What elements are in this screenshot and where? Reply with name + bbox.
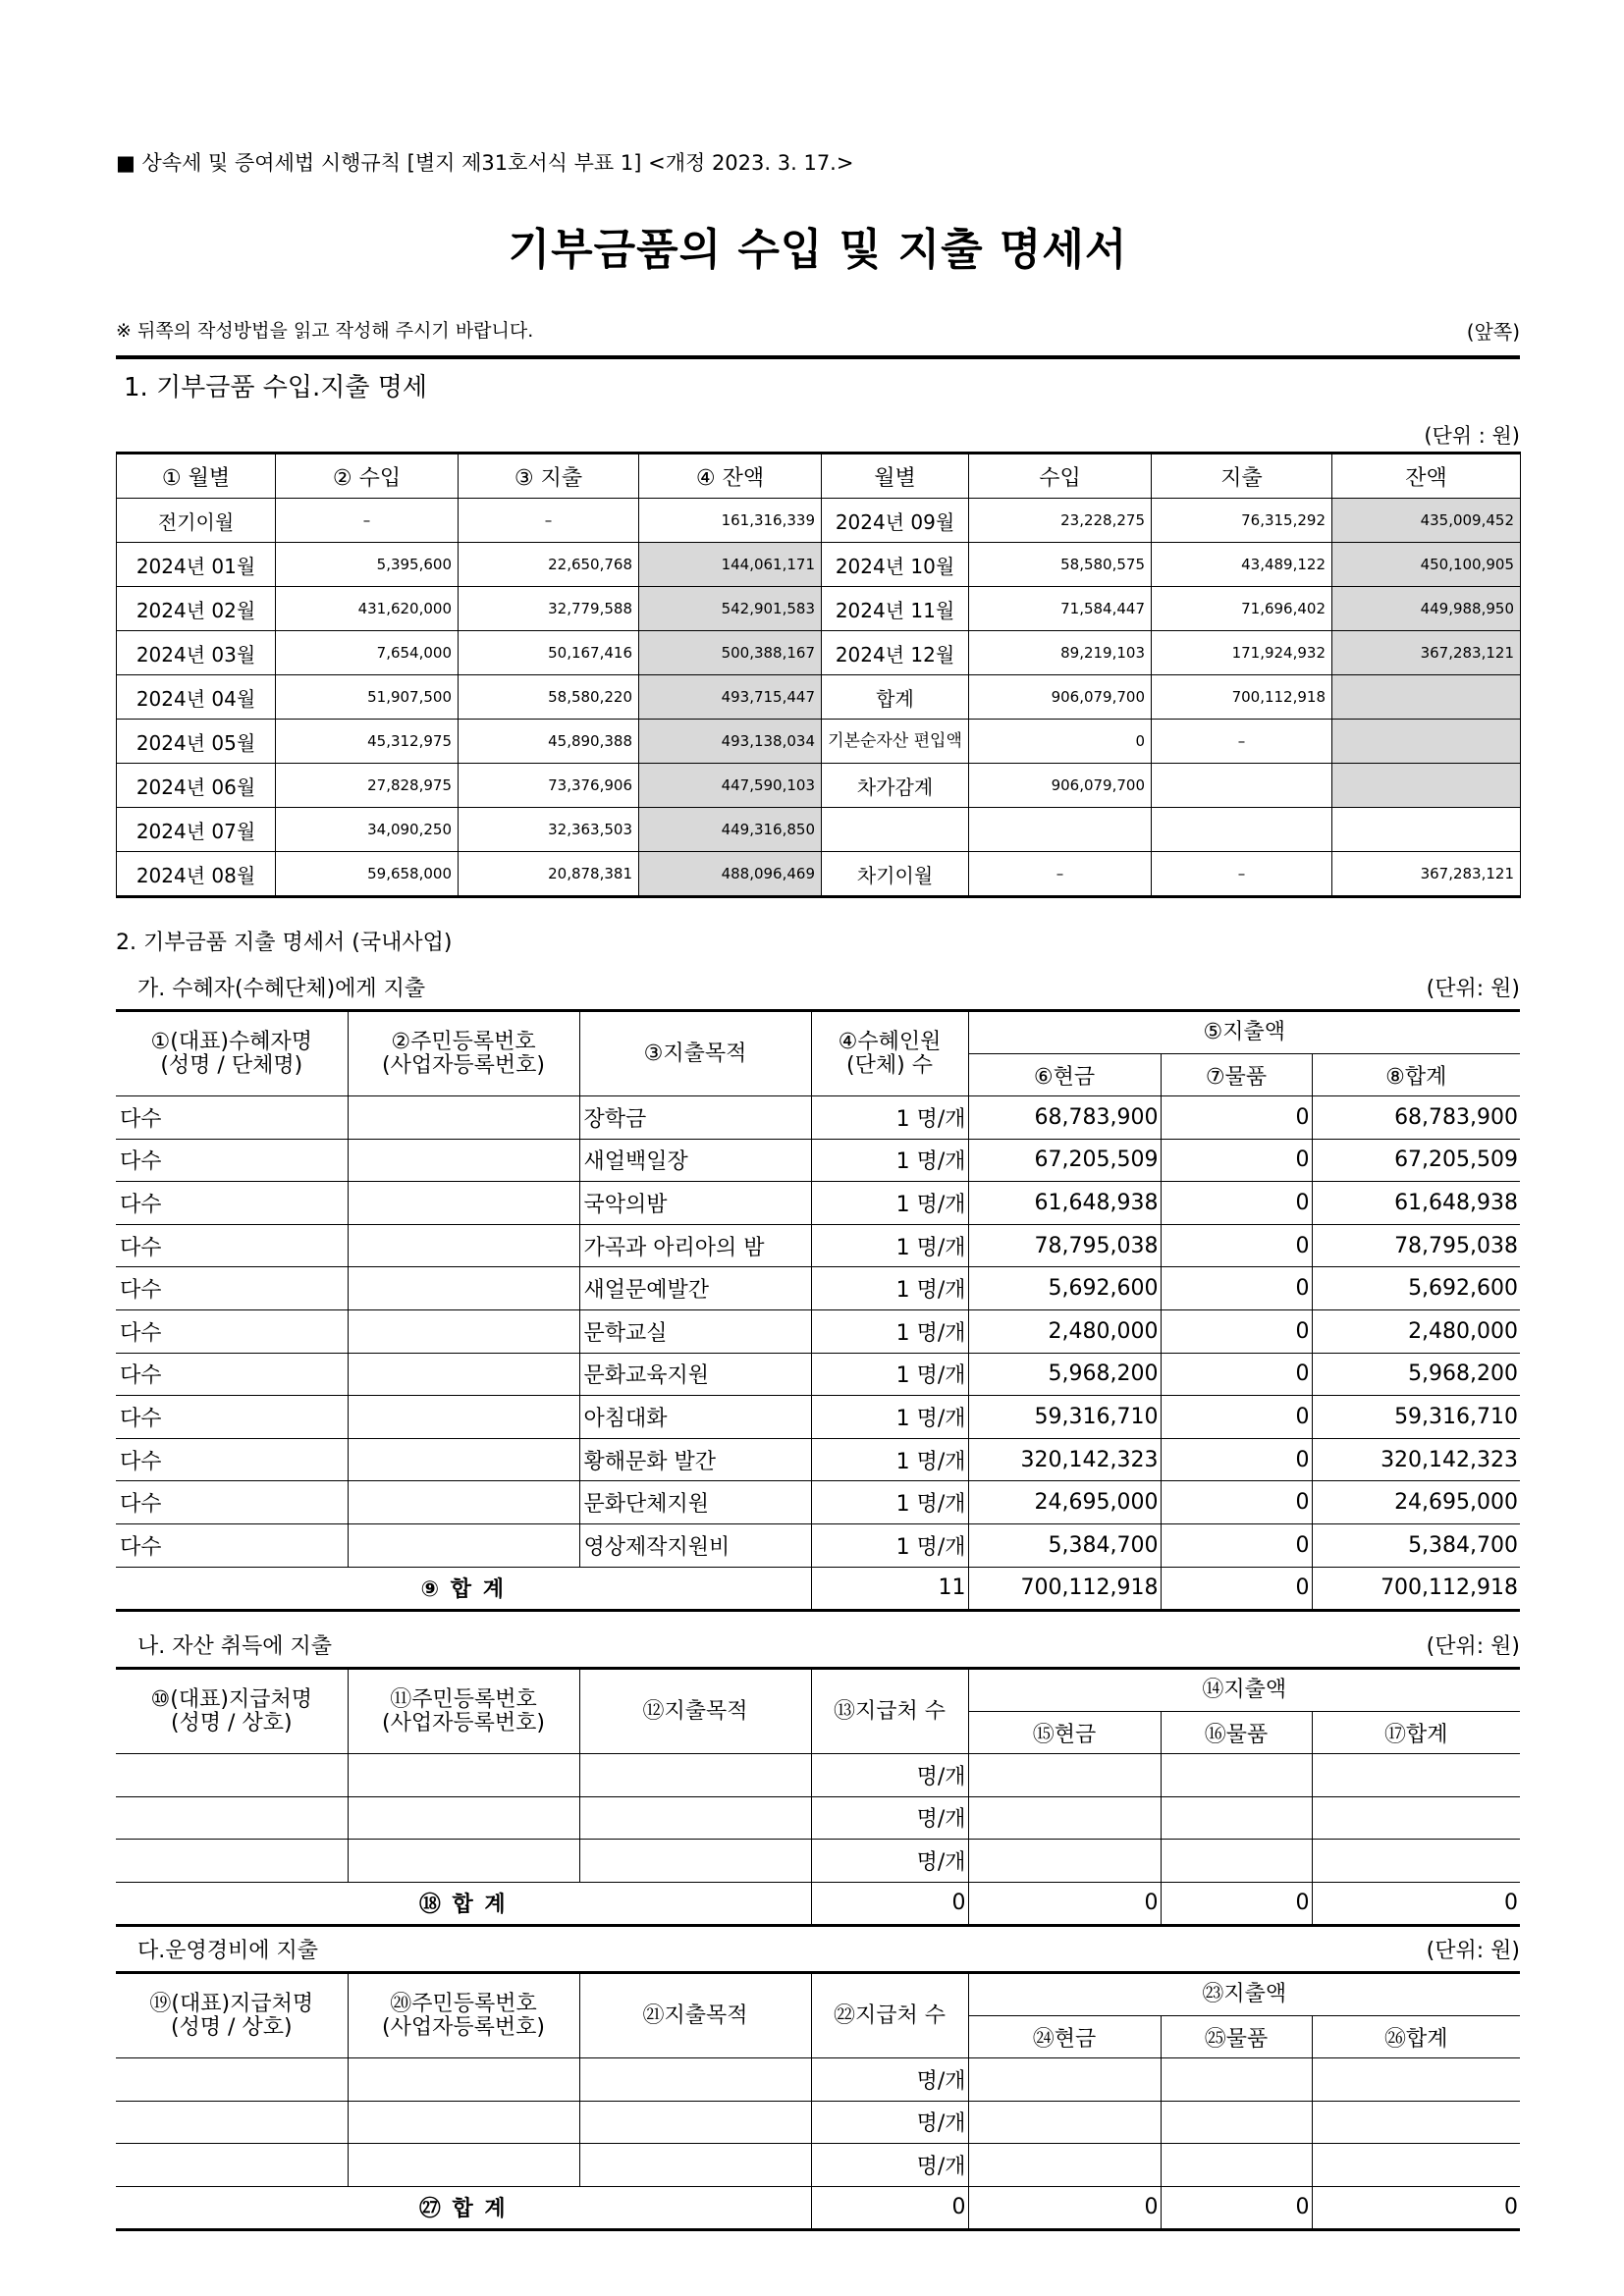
section1-unit: (단위 : 원) [1424, 424, 1520, 448]
registration-number [348, 1309, 579, 1353]
balance-cell: 488,096,469 [639, 852, 822, 897]
goods-amount [1161, 1796, 1312, 1840]
expense-cell: 71,696,402 [1152, 587, 1332, 631]
expense-purpose: 문화단체지원 [579, 1481, 811, 1524]
asset-expense-table [116, 1667, 1520, 1927]
goods-amount [1161, 2101, 1312, 2144]
expense-purpose: 새얼백일장 [579, 1139, 811, 1182]
month-cell: 2024년 10월 [822, 543, 969, 587]
month-cell: 2024년 08월 [117, 852, 276, 897]
total-amount: 68,783,900 [1312, 1096, 1520, 1140]
column-header: ⑤지출액 [968, 1011, 1520, 1054]
column-header: ⑲(대표)지급처명 (성명 / 상호) [116, 1973, 348, 2058]
section2b-unit: (단위: 원) [1426, 1634, 1520, 1659]
expense-purpose: 장학금 [579, 1096, 811, 1140]
total-amount: 5,384,700 [1312, 1523, 1520, 1567]
month-cell: 2024년 02월 [117, 587, 276, 631]
total-cash: 0 [968, 2186, 1161, 2229]
column-header: ⑦물품 [1161, 1054, 1312, 1096]
recipient-count: 명/개 [811, 1754, 968, 1797]
cash-amount: 78,795,038 [968, 1224, 1161, 1267]
expense-purpose [579, 2144, 811, 2187]
expense-cell: 700,112,918 [1152, 675, 1332, 720]
expense-purpose [579, 2058, 811, 2102]
expense-cell [1152, 808, 1332, 852]
total-cash: 700,112,918 [968, 1567, 1161, 1610]
section2c-unit: (단위: 원) [1426, 1939, 1520, 1963]
column-header: ③ 지출 [459, 454, 639, 499]
column-header: 잔액 [1332, 454, 1521, 499]
expense-purpose: 아침대화 [579, 1396, 811, 1439]
balance-cell: 435,009,452 [1332, 499, 1521, 543]
income-cell: 906,079,700 [969, 675, 1152, 720]
column-header: ㉕물품 [1161, 2016, 1312, 2058]
column-header: ⑰합계 [1312, 1712, 1520, 1754]
recipient-count: 명/개 [811, 2101, 968, 2144]
balance-cell: 447,590,103 [639, 764, 822, 808]
table-row [116, 1796, 1520, 1840]
registration-number [348, 1796, 579, 1840]
column-header: ⑯물품 [1161, 1712, 1312, 1754]
balance-cell: 367,283,121 [1332, 852, 1521, 897]
registration-number [348, 2144, 579, 2187]
recipient-count: 명/개 [811, 1796, 968, 1840]
goods-amount [1161, 2058, 1312, 2102]
balance-cell: 542,901,583 [639, 587, 822, 631]
recipient-count: 1 명/개 [811, 1438, 968, 1481]
total-amount: 2,480,000 [1312, 1309, 1520, 1353]
month-cell: 차기이월 [822, 852, 969, 897]
cash-amount: 24,695,000 [968, 1481, 1161, 1524]
balance-cell: 144,061,171 [639, 543, 822, 587]
cash-amount [968, 2101, 1161, 2144]
expense-purpose: 황해문화 발간 [579, 1438, 811, 1481]
recipient-count: 1 명/개 [811, 1139, 968, 1182]
section1-title: 1. 기부금품 수입.지출 명세 [124, 373, 428, 402]
recipient-count: 명/개 [811, 1840, 968, 1883]
column-header: ⑳주민등록번호 (사업자등록번호) [348, 1973, 579, 2058]
table-row [116, 1096, 1520, 1140]
expense-cell: – [1152, 720, 1332, 764]
goods-amount [1161, 1840, 1312, 1883]
recipient-name [116, 1754, 348, 1797]
cash-amount [968, 1754, 1161, 1797]
column-header: ㉑지출목적 [579, 1973, 811, 2058]
expense-cell: 32,779,588 [459, 587, 639, 631]
recipient-count: 1 명/개 [811, 1353, 968, 1396]
cash-amount: 67,205,509 [968, 1139, 1161, 1182]
registration-number [348, 1438, 579, 1481]
table-row [117, 631, 1521, 675]
expense-purpose [579, 1754, 811, 1797]
monthly-summary-table [116, 452, 1521, 898]
month-cell: 2024년 05월 [117, 720, 276, 764]
income-cell: 51,907,500 [276, 675, 459, 720]
expense-purpose: 새얼문예발간 [579, 1267, 811, 1310]
balance-cell [1332, 675, 1521, 720]
table-row [116, 2144, 1520, 2187]
expense-cell: 171,924,932 [1152, 631, 1332, 675]
section2a-unit: (단위: 원) [1426, 977, 1520, 1001]
page-title: 기부금품의 수입 및 지출 명세서 [508, 225, 1128, 275]
month-cell: 2024년 12월 [822, 631, 969, 675]
expense-purpose: 영상제작지원비 [579, 1523, 811, 1567]
column-header: ㉔현금 [968, 2016, 1161, 2058]
income-cell: 27,828,975 [276, 764, 459, 808]
total-amount: 61,648,938 [1312, 1182, 1520, 1225]
page-side-label: (앞쪽) [1466, 320, 1520, 344]
expense-purpose [579, 2101, 811, 2144]
table-row [116, 1353, 1520, 1396]
balance-cell [1332, 764, 1521, 808]
table-row [116, 2058, 1520, 2102]
section2b-title: 나. 자산 취득에 지출 [137, 1634, 332, 1659]
table-row [116, 1396, 1520, 1439]
cash-amount: 5,384,700 [968, 1523, 1161, 1567]
total-amount: 78,795,038 [1312, 1224, 1520, 1267]
recipient-name [116, 2144, 348, 2187]
column-header: ②주민등록번호 (사업자등록번호) [348, 1011, 579, 1096]
grand-total: 0 [1312, 1882, 1520, 1925]
table-row [116, 1267, 1520, 1310]
table-row [117, 808, 1521, 852]
total-goods: 0 [1161, 1882, 1312, 1925]
balance-cell: 500,388,167 [639, 631, 822, 675]
table-row [116, 1139, 1520, 1182]
registration-number [348, 1353, 579, 1396]
column-header: ㉖합계 [1312, 2016, 1520, 2058]
recipient-name [116, 2058, 348, 2102]
table-row [116, 1840, 1520, 1883]
recipient-name: 다수 [116, 1139, 348, 1182]
column-header: ② 수입 [276, 454, 459, 499]
column-header: ③지출목적 [579, 1011, 811, 1096]
goods-amount: 0 [1161, 1096, 1312, 1140]
cash-amount [968, 1840, 1161, 1883]
total-label: ⑨ 합 계 [116, 1567, 811, 1610]
goods-amount [1161, 2144, 1312, 2187]
expense-cell: – [1152, 852, 1332, 897]
registration-number [348, 1267, 579, 1310]
recipient-name: 다수 [116, 1438, 348, 1481]
month-cell: 기본순자산 편입액 [822, 720, 969, 764]
income-cell: 5,395,600 [276, 543, 459, 587]
month-cell: 2024년 01월 [117, 543, 276, 587]
column-header: ⑮현금 [968, 1712, 1161, 1754]
total-amount [1312, 2101, 1520, 2144]
expense-cell: 58,580,220 [459, 675, 639, 720]
cash-amount: 59,316,710 [968, 1396, 1161, 1439]
table-row [116, 2186, 1520, 2229]
cash-amount: 68,783,900 [968, 1096, 1161, 1140]
column-header: ㉒지급처 수 [811, 1973, 968, 2058]
income-cell: 23,228,275 [969, 499, 1152, 543]
table-row [116, 1224, 1520, 1267]
recipient-count: 1 명/개 [811, 1523, 968, 1567]
expense-cell: 76,315,292 [1152, 499, 1332, 543]
table-row [117, 852, 1521, 897]
registration-number [348, 1224, 579, 1267]
total-amount [1312, 2144, 1520, 2187]
recipient-name: 다수 [116, 1267, 348, 1310]
recipient-name [116, 2101, 348, 2144]
form-reference: ■ 상속세 및 증여세법 시행규칙 [별지 제31호서식 부표 1] <개정 2023. 3. 17.> [116, 151, 854, 175]
balance-cell [1332, 720, 1521, 764]
registration-number [348, 1754, 579, 1797]
expense-purpose: 문화교육지원 [579, 1353, 811, 1396]
total-count: 0 [811, 1882, 968, 1925]
month-cell: 2024년 06월 [117, 764, 276, 808]
table-row [117, 543, 1521, 587]
recipient-count: 1 명/개 [811, 1396, 968, 1439]
income-cell: 431,620,000 [276, 587, 459, 631]
cash-amount: 2,480,000 [968, 1309, 1161, 1353]
registration-number [348, 1139, 579, 1182]
cash-amount [968, 1796, 1161, 1840]
income-cell: – [969, 852, 1152, 897]
recipient-name: 다수 [116, 1224, 348, 1267]
month-cell [822, 808, 969, 852]
section2-title: 2. 기부금품 지출 명세서 (국내사업) [116, 931, 453, 955]
income-cell: 0 [969, 720, 1152, 764]
column-header: 지출 [1152, 454, 1332, 499]
expense-cell: 22,650,768 [459, 543, 639, 587]
recipient-count: 명/개 [811, 2058, 968, 2102]
goods-amount: 0 [1161, 1139, 1312, 1182]
recipient-name: 다수 [116, 1182, 348, 1225]
registration-number [348, 2058, 579, 2102]
expense-cell: 73,376,906 [459, 764, 639, 808]
total-amount: 5,692,600 [1312, 1267, 1520, 1310]
total-amount [1312, 1840, 1520, 1883]
expense-cell: 50,167,416 [459, 631, 639, 675]
table-row [116, 1481, 1520, 1524]
total-label: ㉗ 합 계 [116, 2186, 811, 2229]
expense-cell: 43,489,122 [1152, 543, 1332, 587]
table-header-row [117, 454, 1521, 499]
total-amount: 5,968,200 [1312, 1353, 1520, 1396]
income-cell: 45,312,975 [276, 720, 459, 764]
column-header: ④수혜인원 (단체) 수 [811, 1011, 968, 1096]
expense-purpose [579, 1840, 811, 1883]
goods-amount: 0 [1161, 1353, 1312, 1396]
table-row [116, 1973, 1520, 2016]
goods-amount: 0 [1161, 1309, 1312, 1353]
recipient-count: 1 명/개 [811, 1309, 968, 1353]
cash-amount: 5,968,200 [968, 1353, 1161, 1396]
expense-purpose: 문학교실 [579, 1309, 811, 1353]
total-amount: 67,205,509 [1312, 1139, 1520, 1182]
table-row [117, 587, 1521, 631]
expense-cell [1152, 764, 1332, 808]
balance-cell: 367,283,121 [1332, 631, 1521, 675]
income-cell [969, 808, 1152, 852]
recipient-name: 다수 [116, 1353, 348, 1396]
column-header: ④ 잔액 [639, 454, 822, 499]
balance-cell: 493,715,447 [639, 675, 822, 720]
column-header: ⑥현금 [968, 1054, 1161, 1096]
table-row [116, 1523, 1520, 1567]
column-header: ㉓지출액 [968, 1973, 1520, 2016]
balance-cell: 161,316,339 [639, 499, 822, 543]
goods-amount: 0 [1161, 1224, 1312, 1267]
income-cell: 59,658,000 [276, 852, 459, 897]
income-cell: 34,090,250 [276, 808, 459, 852]
column-header: ⑭지출액 [968, 1669, 1520, 1712]
grand-total: 0 [1312, 2186, 1520, 2229]
section2c-title: 다.운영경비에 지출 [137, 1939, 319, 1963]
goods-amount: 0 [1161, 1396, 1312, 1439]
section2a-title: 가. 수혜자(수혜단체)에게 지출 [137, 977, 426, 1001]
recipient-count: 1 명/개 [811, 1224, 968, 1267]
grand-total: 700,112,918 [1312, 1567, 1520, 1610]
total-amount: 59,316,710 [1312, 1396, 1520, 1439]
column-header: ⑬지급처 수 [811, 1669, 968, 1754]
recipient-name [116, 1840, 348, 1883]
total-cash: 0 [968, 1882, 1161, 1925]
column-header: ⑩(대표)지급처명 (성명 / 상호) [116, 1669, 348, 1754]
month-cell: 전기이월 [117, 499, 276, 543]
divider [116, 355, 1520, 359]
cash-amount [968, 2058, 1161, 2102]
column-header: ⑪주민등록번호 (사업자등록번호) [348, 1669, 579, 1754]
table-row [117, 720, 1521, 764]
month-cell: 차가감계 [822, 764, 969, 808]
recipient-name: 다수 [116, 1481, 348, 1524]
operating-expense-table [116, 1971, 1520, 2231]
total-count: 0 [811, 2186, 968, 2229]
recipient-name: 다수 [116, 1396, 348, 1439]
registration-number [348, 1481, 579, 1524]
table-row [116, 1754, 1520, 1797]
cash-amount: 5,692,600 [968, 1267, 1161, 1310]
recipient-count: 1 명/개 [811, 1182, 968, 1225]
expense-cell: – [459, 499, 639, 543]
recipient-name: 다수 [116, 1523, 348, 1567]
goods-amount [1161, 1754, 1312, 1797]
registration-number [348, 2101, 579, 2144]
total-label: ⑱ 합 계 [116, 1882, 811, 1925]
instruction-note: ※ 뒤쪽의 작성방법을 읽고 작성해 주시기 바랍니다. [116, 320, 534, 342]
income-cell: 58,580,575 [969, 543, 1152, 587]
total-amount: 320,142,323 [1312, 1438, 1520, 1481]
total-goods: 0 [1161, 1567, 1312, 1610]
recipient-count: 1 명/개 [811, 1481, 968, 1524]
cash-amount [968, 2144, 1161, 2187]
recipient-name: 다수 [116, 1096, 348, 1140]
table-row [116, 2101, 1520, 2144]
table-row [116, 1438, 1520, 1481]
table-row [117, 675, 1521, 720]
expense-purpose: 국악의밤 [579, 1182, 811, 1225]
goods-amount: 0 [1161, 1267, 1312, 1310]
income-cell: 906,079,700 [969, 764, 1152, 808]
total-amount [1312, 1796, 1520, 1840]
registration-number [348, 1182, 579, 1225]
goods-amount: 0 [1161, 1438, 1312, 1481]
column-header: 수입 [969, 454, 1152, 499]
table-row [116, 1309, 1520, 1353]
total-amount [1312, 1754, 1520, 1797]
cash-amount: 320,142,323 [968, 1438, 1161, 1481]
month-cell: 2024년 04월 [117, 675, 276, 720]
beneficiary-expense-table [116, 1009, 1520, 1612]
balance-cell: 493,138,034 [639, 720, 822, 764]
column-header: 월별 [822, 454, 969, 499]
income-cell: 7,654,000 [276, 631, 459, 675]
cash-amount: 61,648,938 [968, 1182, 1161, 1225]
expense-purpose: 가곡과 아리아의 밤 [579, 1224, 811, 1267]
column-header: ⑧합계 [1312, 1054, 1520, 1096]
goods-amount: 0 [1161, 1182, 1312, 1225]
registration-number [348, 1840, 579, 1883]
month-cell: 2024년 07월 [117, 808, 276, 852]
recipient-name [116, 1796, 348, 1840]
income-cell: 89,219,103 [969, 631, 1152, 675]
registration-number [348, 1523, 579, 1567]
total-amount: 24,695,000 [1312, 1481, 1520, 1524]
column-header: ① 월별 [117, 454, 276, 499]
balance-cell [1332, 808, 1521, 852]
goods-amount: 0 [1161, 1481, 1312, 1524]
month-cell: 2024년 09월 [822, 499, 969, 543]
column-header: ⑫지출목적 [579, 1669, 811, 1754]
table-row [116, 1882, 1520, 1925]
income-cell: – [276, 499, 459, 543]
expense-cell: 20,878,381 [459, 852, 639, 897]
table-row [116, 1669, 1520, 1712]
table-row [117, 764, 1521, 808]
month-cell: 2024년 11월 [822, 587, 969, 631]
expense-cell: 45,890,388 [459, 720, 639, 764]
goods-amount: 0 [1161, 1523, 1312, 1567]
month-cell: 합계 [822, 675, 969, 720]
table-row [117, 499, 1521, 543]
table-row [116, 1182, 1520, 1225]
balance-cell: 449,988,950 [1332, 587, 1521, 631]
recipient-count: 1 명/개 [811, 1096, 968, 1140]
registration-number [348, 1396, 579, 1439]
balance-cell: 450,100,905 [1332, 543, 1521, 587]
recipient-name: 다수 [116, 1309, 348, 1353]
expense-cell: 32,363,503 [459, 808, 639, 852]
table-row [116, 1567, 1520, 1610]
total-count: 11 [811, 1567, 968, 1610]
expense-purpose [579, 1796, 811, 1840]
column-header: ①(대표)수혜자명 (성명 / 단체명) [116, 1011, 348, 1096]
income-cell: 71,584,447 [969, 587, 1152, 631]
recipient-count: 명/개 [811, 2144, 968, 2187]
balance-cell: 449,316,850 [639, 808, 822, 852]
registration-number [348, 1096, 579, 1140]
month-cell: 2024년 03월 [117, 631, 276, 675]
recipient-count: 1 명/개 [811, 1267, 968, 1310]
table-row [116, 1011, 1520, 1054]
total-amount [1312, 2058, 1520, 2102]
total-goods: 0 [1161, 2186, 1312, 2229]
